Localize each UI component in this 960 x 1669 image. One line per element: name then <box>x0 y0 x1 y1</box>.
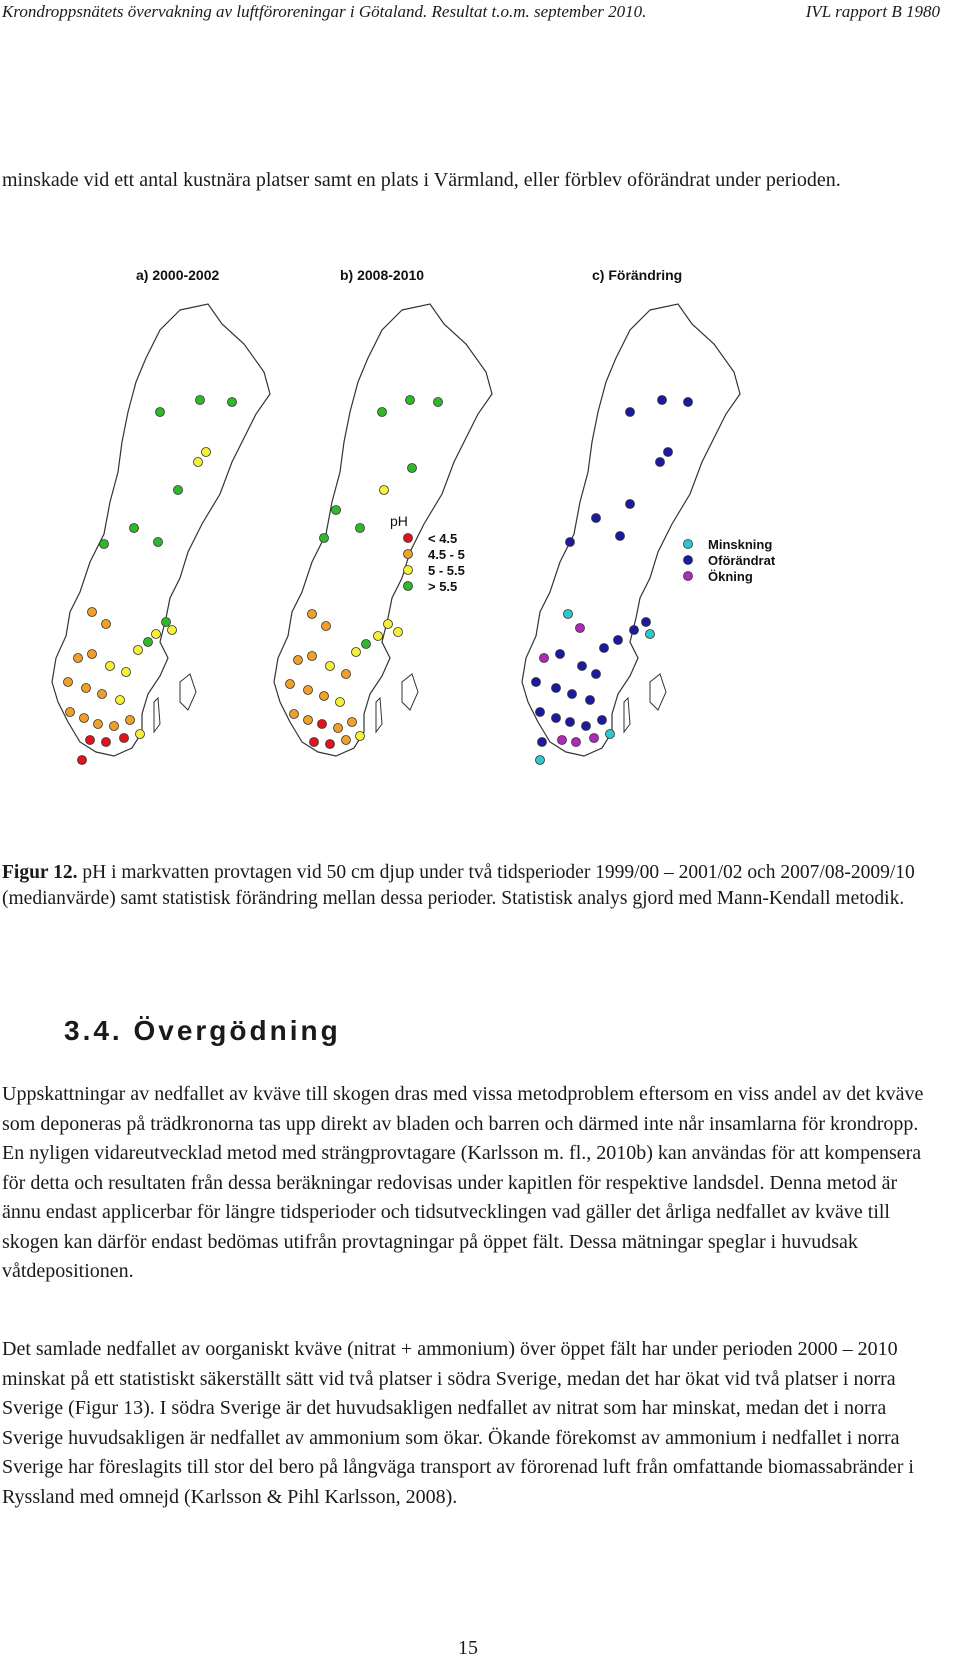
caption-label: Figur 12. <box>2 862 78 883</box>
section-heading: 3.4. Övergödning <box>64 1015 341 1046</box>
caption-text: pH i markvatten provtagen vid 50 cm djup under två tidsperioder 1999/00 – 2001/02 och 2007/08-2009/10 (medianvärde) samt statistisk förändring mellan dessa perioder. Statistisk analys gjord med Mann-Kendall metodik. <box>2 862 915 909</box>
page-header <box>0 2 940 24</box>
header-title: Krondroppsnätets övervakning av luftföroreningar i Götaland. Resultat t.o.m. september 2010. <box>2 2 647 21</box>
panel-c-title: c) Förändring <box>592 267 683 283</box>
ph-legend-swatch <box>404 582 413 591</box>
body-paragraph: Uppskattningar av nedfallet av kväve till skogen dras med vissa metodproblem eftersom en viss andel av det kväve som deponeras på trädkronorna tas upp direkt av bladen och barren och därmed inte når insamlarna för krondropp. En nyligen vidareutvecklad metod med strängprovtagare (Karlsson m. fl., 2010b) kan användas för att kompensera för detta och resultaten från dessa beräkningar redovisas under kapitlen för respektive landsdel. Denna metod är ännu endast applicerbar för längre tidsperioder och tidsutvecklingen vad gäller det årliga nedfallet av kväve till skogen kan därför endast bedömas utifrån provtagningar på öppet fält. Dessa mätningar speglar i huvudsak våtdepositionen. <box>2 1083 924 1282</box>
panel-b-title: b) 2008-2010 <box>340 267 425 283</box>
ph-legend-label: < 4.5 <box>428 531 458 546</box>
ph-legend-label: > 5.5 <box>428 579 458 594</box>
change-legend-label: Ökning <box>708 569 753 584</box>
change-legend-label: Minskning <box>708 537 773 552</box>
panel-a-title: a) 2000-2002 <box>136 267 220 283</box>
change-legend-swatch <box>684 572 693 581</box>
page-number: 15 <box>458 1637 478 1659</box>
body-paragraph: Det samlade nedfallet av oorganiskt kväve (nitrat + ammonium) över öppet fält har under perioden 2000 – 2010 minskat på ett statistiskt säkerställt sätt vid två platser i södra Sverige, medan det har ökat vid två platser i norra Sverige (Figur 13). I södra Sverige är det huvudsakligen nedfallet av nitrat som har minskat, medan det i norra Sverige huvudsakligen är nedfallet av ammonium som ökar. Ökande förekomst av ammonium i nedfallet i norra Sverige har föreslagits till stor del bero på långväga transport av förorenad luft från omfattande biomassabränder i Ryssland med omnejd (Karlsson & Pihl Karlsson, 2008). <box>2 1338 914 1508</box>
ph-map-figure <box>30 262 920 822</box>
map-panel-c <box>522 267 776 765</box>
header-report-id: IVL rapport B 1980 <box>805 2 940 21</box>
change-legend <box>684 537 776 584</box>
change-legend-swatch <box>684 556 693 565</box>
map-panel-a <box>52 267 270 765</box>
ph-legend-swatch <box>404 550 413 559</box>
map-panel-b <box>274 267 492 756</box>
intro-paragraph: minskade vid ett antal kustnära platser samt en plats i Värmland, eller förblev oförändrat under perioden. <box>2 169 841 191</box>
change-legend-swatch <box>684 540 693 549</box>
change-legend-label: Oförändrat <box>708 553 776 568</box>
ph-legend-label: 4.5 - 5 <box>428 547 465 562</box>
ph-legend-label: 5 - 5.5 <box>428 563 465 578</box>
ph-legend-swatch <box>404 566 413 575</box>
figure-caption <box>2 860 940 912</box>
ph-legend-swatch <box>404 534 413 543</box>
ph-legend-title: pH <box>390 513 408 529</box>
